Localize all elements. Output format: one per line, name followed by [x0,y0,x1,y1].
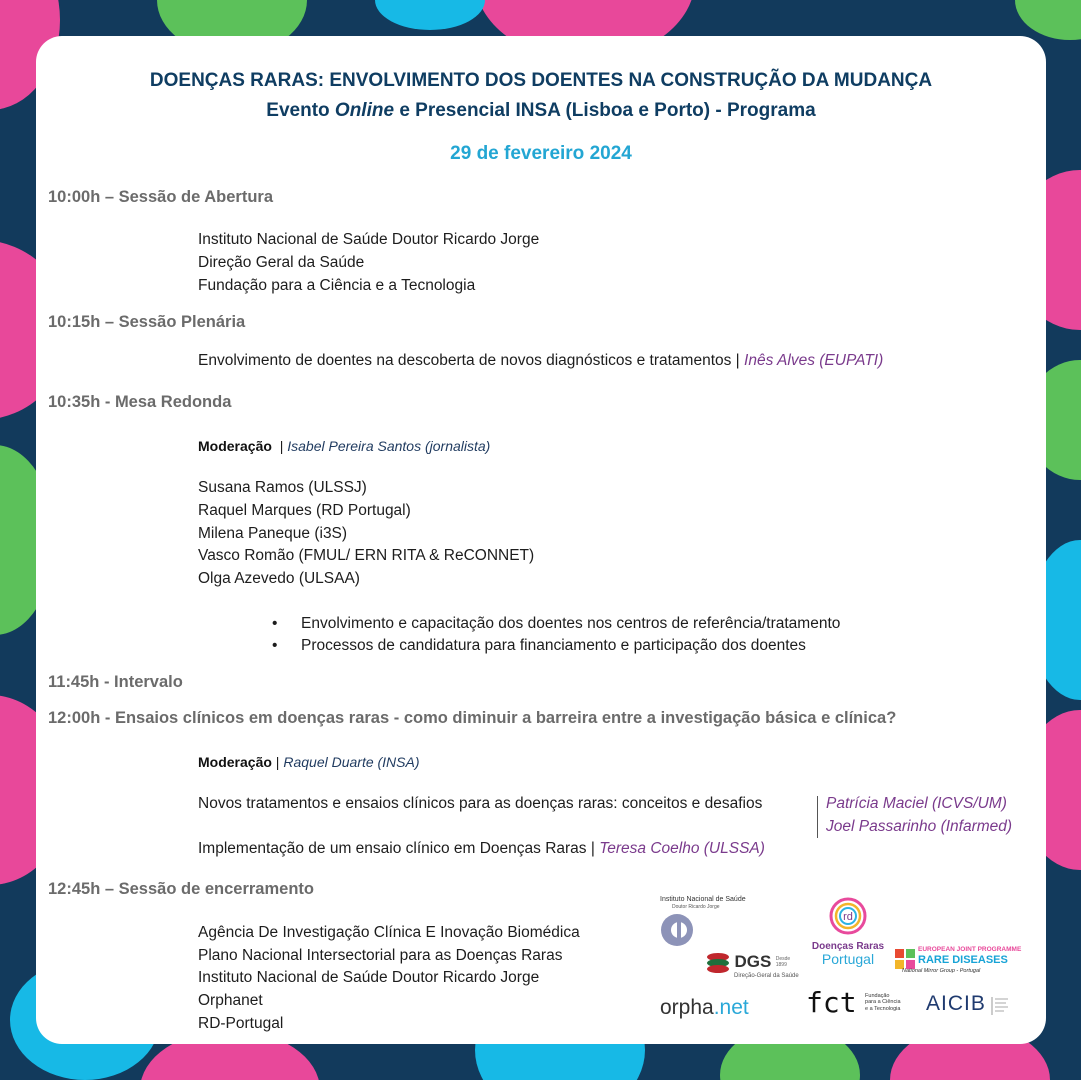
insa-circle-icon [660,913,700,953]
ejp-logo-line2: RARE DISEASES [918,954,1008,966]
orphanet-logo-b: .net [713,996,749,1019]
fct-logo [806,986,901,1019]
event-date: 29 de fevereiro 2024 [450,143,632,164]
event-title: DOENÇAS RARAS: ENVOLVIMENTO DOS DOENTES NA CONSTRUÇÃO DA MUDANÇA [149,70,933,91]
moderator-label: Moderação [198,438,272,454]
fct-logo-mark: fct [806,986,857,1019]
dgs-emblem-icon [706,951,730,973]
insa-logo-sub: Doutor Ricardo Jorge [672,904,720,910]
subtitle-online: Online [334,100,395,121]
trials-speaker-2: Teresa Coelho (ULSSA) [599,840,765,857]
moderator-separator: | [271,438,288,454]
dgs-logo-name: DGS [734,952,772,971]
event-subtitle [36,100,1046,122]
opening-speaker-3: Fundação para a Ciência e a Tecnologia [198,277,476,294]
panelist-2: Raquel Marques (RD Portugal) [198,502,411,519]
panelist-1: Susana Ramos (ULSSJ) [198,479,367,496]
plenary-speaker: Inês Alves (EUPATI) [744,352,884,369]
orphanet-logo-a: orpha [660,996,714,1019]
bullet-dot: • [272,615,278,632]
fct-sub-1: Fundação [865,992,890,999]
trials-talk-2-title: Implementação de um ensaio clínico em Doenças Raras | [198,840,600,857]
ejp-logo-line1: EUROPEAN JOINT PROGRAMME [918,946,1022,953]
insa-logo-name: Instituto Nacional de Saúde [660,896,746,903]
closing-speaker-4: Orphanet [198,992,263,1009]
fct-logo-sub [865,993,900,1013]
fct-sub-2: para a Ciência [865,999,901,1006]
speaker-divider [817,796,818,838]
session-closing-heading: 12:45h – Sessão de encerramento [48,880,314,898]
opening-speaker-2: Direção Geral da Saúde [198,254,365,271]
session-trials-heading: 12:00h - Ensaios clínicos em doenças raras - como diminuir a barreira entre a investigação básica e clínica? [48,709,897,727]
trials-speaker-1a: Patrícia Maciel (ICVS/UM) [826,795,1007,812]
aicib-logo-name: AICIB [926,992,986,1015]
session-plenary-heading: 10:15h – Sessão Plenária [48,313,246,331]
trials-talk-1: Novos tratamentos e ensaios clínicos para as doenças raras: conceitos e desafios [198,795,763,812]
session-break-heading: 11:45h - Intervalo [48,673,183,691]
panelist-4: Vasco Romão (FMUL/ ERN RITA & ReCONNET) [198,547,535,564]
program-card [36,36,1046,1044]
dgs-logo-sub: Direção-Geral da Saúde [734,973,799,979]
rd-logo-country: Portugal [821,951,875,967]
opening-speaker-1: Instituto Nacional de Saúde Doutor Ricardo Jorge [198,231,540,248]
session-opening-heading: 10:00h – Sessão de Abertura [48,188,273,206]
plenary-talk-title: Envolvimento de doentes na descoberta de novos diagnósticos e tratamentos | [198,352,745,369]
bullet-dot: • [272,637,278,654]
subtitle-part-3: e Presencial INSA (Lisboa e Porto) - Programa [394,100,816,121]
fct-sub-3: e a Tecnologia [865,1005,901,1012]
moderator-name: Raquel Duarte (INSA) [283,754,420,770]
ejp-logo-line3: National Mirror Group - Portugal [902,968,981,974]
trials-speaker-1b: Joel Passarinho (Infarmed) [826,818,1013,835]
panelist-3: Milena Paneque (i3S) [198,525,348,542]
rd-logo-name: Doenças Raras [811,941,885,952]
plenary-talk [198,352,883,370]
rd-portugal-logo [808,896,888,967]
orphanet-logo [660,996,749,1020]
insa-logo [660,896,746,958]
dgs-logo [706,951,799,979]
ejp-puzzle-icon [894,948,916,970]
rd-mark-text: rd [843,911,853,923]
session-roundtable-heading: 10:35h - Mesa Redonda [48,393,232,411]
subtitle-part-1: Evento [266,100,335,121]
trials-talk-2 [198,840,765,858]
dgs-logo-since: Desde 1899 [775,956,791,968]
aicib-tagline-graphic [990,995,1010,1017]
closing-speaker-3: Instituto Nacional de Saúde Doutor Ricardo Jorge [198,969,540,986]
closing-speaker-1: Agência De Investigação Clínica E Inovação Biomédica [198,924,580,941]
closing-speaker-5: RD-Portugal [198,1015,284,1032]
rd-circle-icon [828,896,868,936]
topic-text: Processos de candidatura para financiamento e participação dos doentes [301,637,806,654]
panelist-5: Olga Azevedo (ULSAA) [198,570,360,587]
moderator-label: Moderação [198,754,272,770]
trials-moderator [198,754,420,770]
moderator-name: Isabel Pereira Santos (jornalista) [287,438,491,454]
closing-speaker-2: Plano Nacional Intersectorial para as Doenças Raras [198,947,563,964]
aicib-logo [926,992,1010,1017]
roundtable-moderator [198,438,490,454]
moderator-separator: | [271,754,284,770]
topic-text: Envolvimento e capacitação dos doentes nos centros de referência/tratamento [301,615,841,632]
